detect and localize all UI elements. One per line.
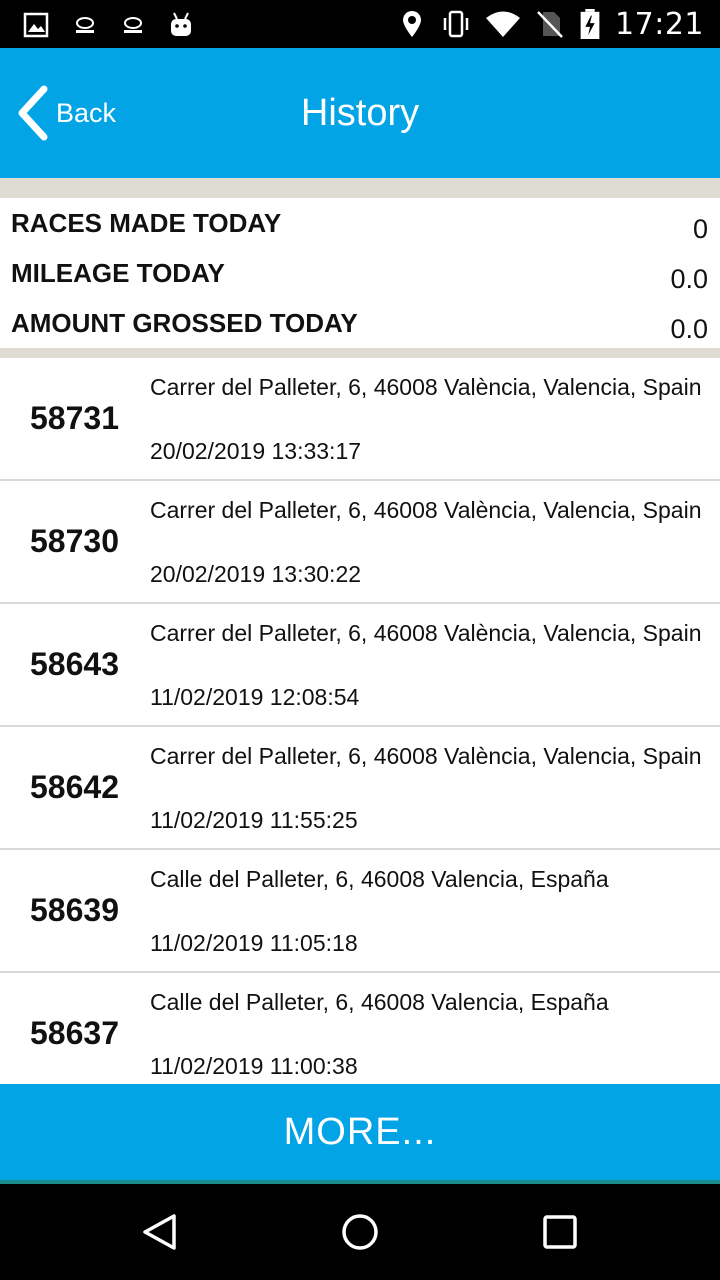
status-time: 17:21 <box>615 6 704 42</box>
race-id: 58637 <box>30 1015 119 1051</box>
race-address: Carrer del Palleter, 6, 46008 València, Valencia, Spain <box>150 374 702 400</box>
more-button[interactable]: MORE... <box>0 1084 720 1180</box>
location-icon <box>397 9 427 39</box>
history-list[interactable] <box>0 358 720 1084</box>
stat-value: 0.0 <box>670 314 708 344</box>
battery-charging-icon <box>579 9 601 39</box>
race-address: Calle del Palleter, 6, 46008 Valencia, España <box>150 989 609 1015</box>
stat-amount-today <box>0 298 720 348</box>
daily-stats <box>0 198 720 348</box>
back-nav-icon[interactable] <box>140 1212 180 1252</box>
race-datetime: 11/02/2019 12:08:54 <box>150 684 360 710</box>
vibrate-icon <box>441 9 471 39</box>
stat-value: 0.0 <box>670 264 708 294</box>
history-item[interactable] <box>0 973 720 1084</box>
stat-value: 0 <box>692 214 708 244</box>
image-icon <box>22 10 52 40</box>
race-id: 58731 <box>30 400 119 436</box>
android-icon <box>166 10 196 40</box>
race-id: 58643 <box>30 646 119 682</box>
stat-label: RACES MADE TODAY <box>11 208 282 238</box>
race-address: Calle del Palleter, 6, 46008 Valencia, España <box>150 866 609 892</box>
history-item[interactable] <box>0 850 720 973</box>
history-item[interactable] <box>0 727 720 850</box>
no-sim-icon <box>535 9 565 39</box>
top-divider <box>0 178 720 198</box>
back-label: Back <box>56 97 117 128</box>
history-item[interactable] <box>0 481 720 604</box>
stat-label: MILEAGE TODAY <box>11 258 225 288</box>
race-id: 58639 <box>30 892 119 928</box>
race-id: 58730 <box>30 523 119 559</box>
page-title: History <box>300 92 420 134</box>
app-bar <box>0 48 720 178</box>
stats-divider <box>0 348 720 358</box>
stat-mileage-today <box>0 248 720 298</box>
race-address: Carrer del Palleter, 6, 46008 València, Valencia, Spain <box>150 497 702 523</box>
status-bar <box>0 0 720 48</box>
taxista-app-icon <box>70 10 100 40</box>
system-nav-bar <box>0 1184 720 1280</box>
stat-races-today <box>0 198 720 248</box>
race-datetime: 20/02/2019 13:30:22 <box>150 561 362 587</box>
history-item[interactable] <box>0 358 720 481</box>
race-address: Carrer del Palleter, 6, 46008 València, Valencia, Spain <box>150 743 702 769</box>
stat-label: AMOUNT GROSSED TODAY <box>11 308 358 338</box>
race-id: 58642 <box>30 769 119 805</box>
taxista-app-icon <box>118 10 148 40</box>
race-datetime: 11/02/2019 11:05:18 <box>150 930 358 956</box>
recents-nav-icon[interactable] <box>540 1212 580 1252</box>
race-datetime: 20/02/2019 13:33:17 <box>150 438 362 464</box>
wifi-icon <box>485 9 521 39</box>
history-item[interactable] <box>0 604 720 727</box>
race-datetime: 11/02/2019 11:55:25 <box>150 807 358 833</box>
race-datetime: 11/02/2019 11:00:38 <box>150 1053 358 1079</box>
race-address: Carrer del Palleter, 6, 46008 València, Valencia, Spain <box>150 620 702 646</box>
home-nav-icon[interactable] <box>340 1212 380 1252</box>
